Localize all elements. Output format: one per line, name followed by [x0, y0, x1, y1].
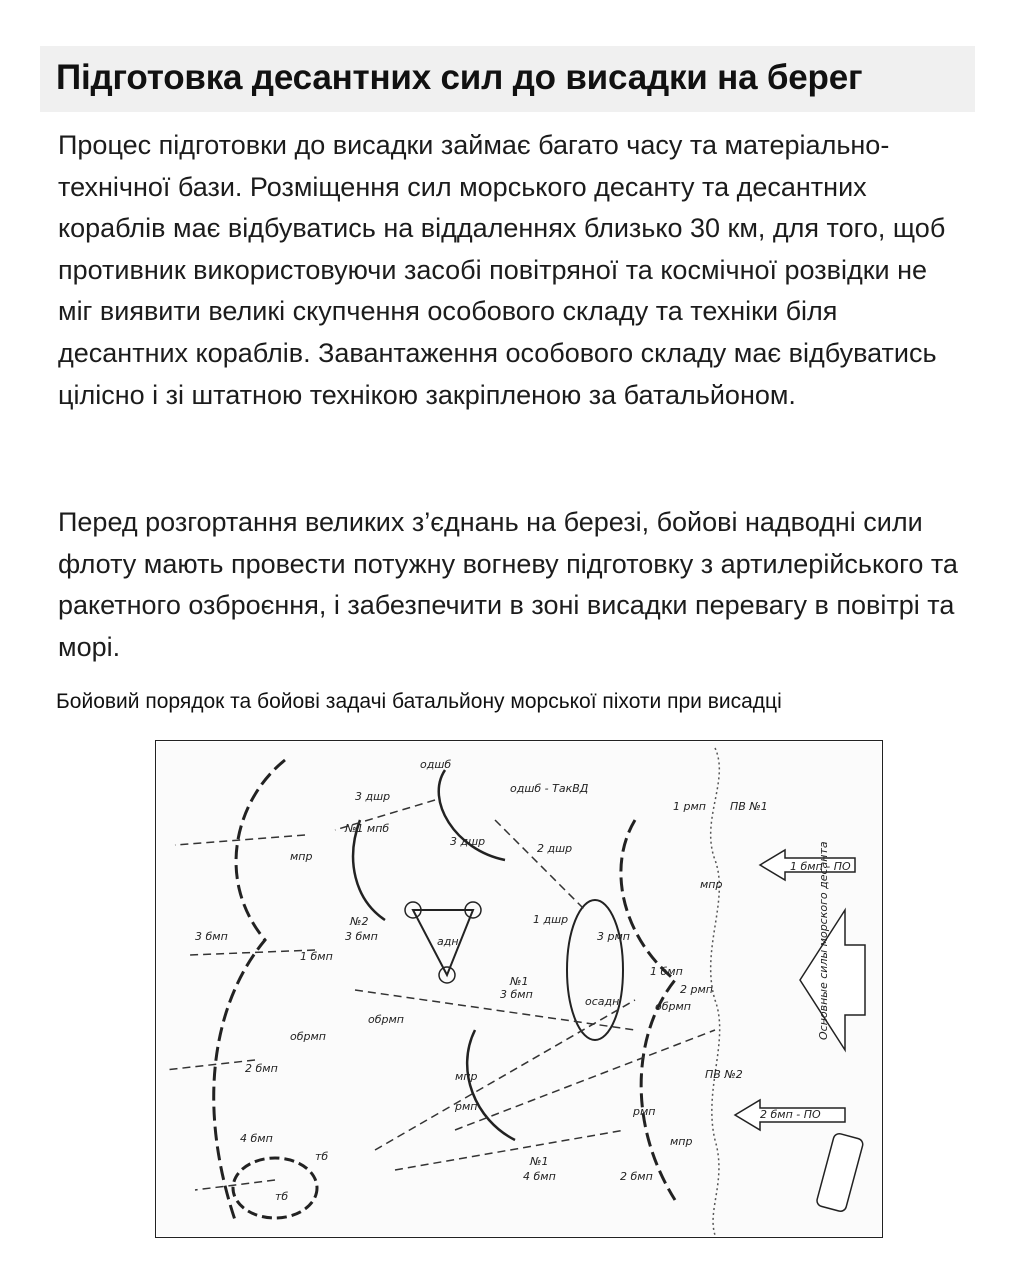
label-adn: адн — [437, 935, 459, 948]
label-no1-b: №1 — [510, 975, 529, 988]
label-3dshr-b: 3 дшр — [450, 835, 486, 848]
label-2rmp: 2 рмп — [680, 983, 713, 996]
label-obrmp-flag: обрмп — [368, 1013, 404, 1026]
label-1bmp-a: 1 бмп — [300, 950, 333, 963]
label-mpb1: №1 мпб — [345, 822, 390, 835]
battle-order-diagram — [155, 740, 883, 1238]
label-osadn: осадн — [585, 995, 620, 1008]
label-mpr-mid: мпр — [455, 1070, 478, 1083]
label-odshb-takvd: одшб - ТакВД — [510, 782, 589, 795]
label-3bmp-b: 3 бмп — [500, 988, 533, 1001]
label-3dshr: 3 дшр — [355, 790, 391, 803]
label-no2: №2 — [350, 915, 369, 928]
label-3bmp-a: 3 бмп — [345, 930, 378, 943]
label-4bmp: 4 бмп — [240, 1132, 273, 1145]
label-rmp-right: рмп — [633, 1105, 656, 1118]
label-1rmp: 1 рмп — [673, 800, 706, 813]
label-tb-1: тб — [315, 1150, 329, 1163]
label-rmp-mid: рмп — [455, 1100, 478, 1113]
label-4bmp-b: 4 бмп — [523, 1170, 556, 1183]
label-1bmp-b: 1 бмп — [650, 965, 683, 978]
label-no1-c: №1 — [530, 1155, 549, 1168]
label-3rmp: 3 рмп — [597, 930, 630, 943]
label-tb-2: тб — [275, 1190, 289, 1203]
label-pv2: ПВ №2 — [705, 1068, 743, 1081]
label-obrmp: обрмп — [290, 1030, 326, 1043]
label-1dshr: 1 дшр — [533, 913, 569, 926]
label-2dshr: 2 дшр — [537, 842, 573, 855]
title-band — [40, 46, 975, 112]
label-1bmp-po: 1 бмп - ПО — [790, 860, 851, 873]
label-2bmp: 2 бмп — [245, 1062, 278, 1075]
figure-caption: Бойовий порядок та бойові задачі батальйону морської піхоти при висадці — [56, 690, 782, 713]
label-3bmp-left: 3 бмп — [195, 930, 228, 943]
label-mpr-left: мпр — [290, 850, 313, 863]
paragraph-fire-support: Перед розгортання великих з’єднань на березі, бойові надводні сили флоту мають провести потужну вогневу підготовку з артилерійського та ракетного озброєння, і забезпечити в зоні висадки перевагу в повітрі та морі. — [58, 507, 958, 662]
page-title: Підготовка десантних сил до висадки на берег — [56, 58, 863, 97]
label-odshb: одшб — [420, 758, 452, 771]
battle-order-svg — [155, 740, 883, 1238]
paragraph-preparation: Процес підготовки до висадки займає багато часу та матеріально-технічної бази. Розміщення сил морського десанту та десантних кораблів має відбуватись на віддаленнях близько 30 км, для того, щоб противник використовуючи засобі повітряної та космічної розвідки не міг виявити великі скупчення особового складу та техніки біля десантних кораблів. Завантаження особового складу має відбуватись цілісно і зі штатною технікою закріпленою за батальйоном. — [58, 130, 946, 410]
label-2bmp-po: 2 бмп - ПО — [760, 1108, 821, 1121]
label-pv1: ПВ №1 — [730, 800, 768, 813]
label-mpr-low: мпр — [670, 1135, 693, 1148]
label-main-forces: Основные силы морского десанта — [817, 841, 830, 1040]
label-mpr-right: мпр — [700, 878, 723, 891]
label-2bmp-b: 2 бмп — [620, 1170, 653, 1183]
label-obrmp-flag-2: обрмп — [655, 1000, 691, 1013]
